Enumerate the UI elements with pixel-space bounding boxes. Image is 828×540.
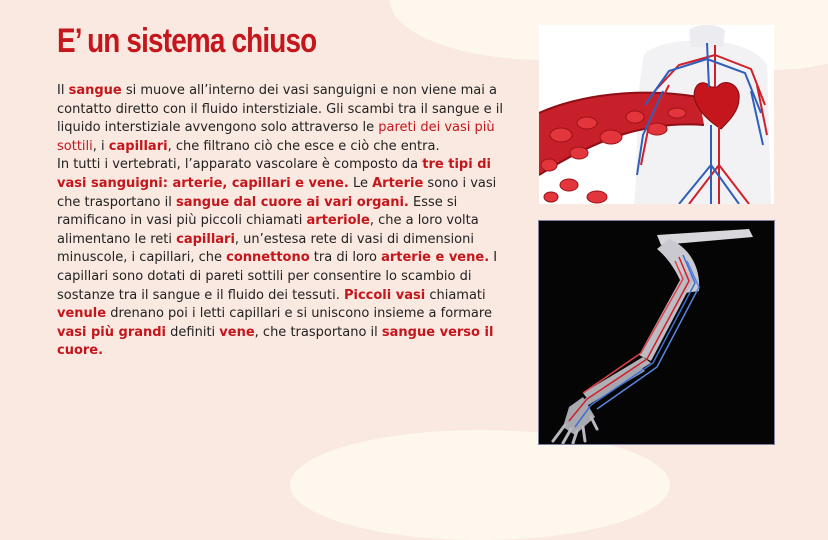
highlight-sangue: sangue <box>68 83 122 98</box>
background-shape-bottom <box>290 430 670 540</box>
text-run: si muove all’interno dei vasi sanguigni e non viene mai a contatto diretto con il fluido interstiziale. Gli scambi tra il sangue e il liquido interstiziale avvengono solo attraverso le <box>57 83 503 136</box>
paragraph-1 <box>57 82 519 156</box>
text-run: In tutti i vertebrati, l’apparato vascolare è composto da <box>57 157 423 173</box>
text-run: chiamati <box>425 287 486 303</box>
paragraph-2 <box>57 156 519 361</box>
highlight-tre-tipi: tre tipi di vasi sanguigni: arterie, capillari e vene. <box>57 157 491 191</box>
text-run: , che trasportano il <box>254 324 382 340</box>
text-run: , i <box>92 138 109 154</box>
heart-circulation-image <box>539 25 774 204</box>
highlight-sangue-dal-cuore: sangue dal cuore ai vari organi. <box>176 194 409 210</box>
text-run: , che a loro volta alimentano le reti <box>57 213 479 247</box>
highlight-piccoli-vasi: Piccoli vasi <box>343 287 426 303</box>
text-run: , che filtrano ciò che esce e ciò che entra. <box>167 138 440 154</box>
text-run: Esse si ramificano in vasi più piccoli chiamati <box>57 194 458 229</box>
highlight-arterie: Arterie <box>372 175 424 191</box>
arm-vascular-image <box>539 221 774 444</box>
text-run: Le <box>348 175 373 191</box>
highlight-vene: vene <box>219 324 255 340</box>
body-text <box>57 82 519 361</box>
highlight-pareti: pareti dei vasi più sottili <box>57 120 495 154</box>
highlight-sangue-verso-cuore: sangue verso il cuore. <box>57 324 494 359</box>
text-run: drenano poi i letti capillari e si uniscono insieme a formare <box>106 306 492 322</box>
text-run: tra di loro <box>309 250 382 266</box>
text-run: definiti <box>166 324 220 340</box>
highlight-capillari-2: capillari <box>176 231 235 247</box>
highlight-venule: venule <box>57 306 107 322</box>
highlight-capillari: capillari <box>108 138 168 154</box>
highlight-arterie-e-vene: arterie e vene. <box>381 250 490 266</box>
text-run: I capillari sono dotati di pareti sottili per consentire lo scambio di sostanze tra il sangue e il fluido dei tessuti. <box>57 250 498 303</box>
highlight-connettono: connettono <box>226 250 310 266</box>
highlight-vasi-piu-grandi: vasi più grandi <box>57 324 167 340</box>
text-run: sono i vasi che trasportano il <box>57 175 497 210</box>
slide-title: E’ un sistema chiuso <box>57 22 317 60</box>
text-run: Il <box>57 83 69 98</box>
highlight-arteriole: arteriole <box>306 213 370 229</box>
text-run: , un’estesa rete di vasi di dimensioni minuscole, i capillari, che <box>57 231 474 266</box>
